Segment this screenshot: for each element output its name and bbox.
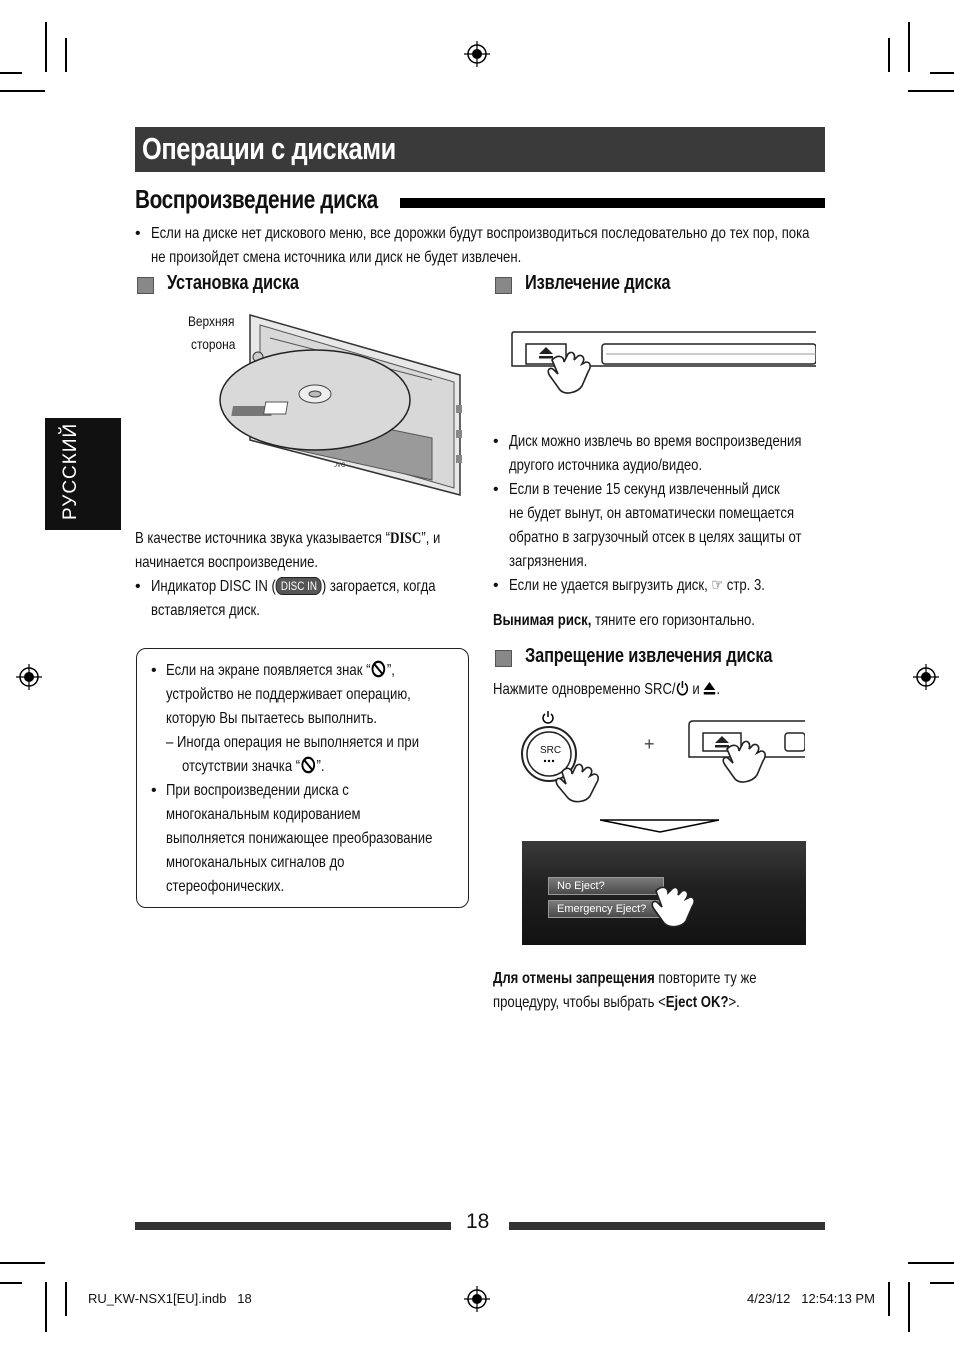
down-arrow-icon (600, 819, 720, 833)
note-line: стереофонических. (166, 878, 285, 895)
intro-line: не произойдет смена источника или диск не будет извлечен. (151, 249, 522, 266)
bullet-dot: • (493, 481, 499, 498)
crop-mark (0, 90, 45, 92)
crop-mark (0, 1282, 22, 1284)
bullet-dot: • (151, 782, 157, 799)
emergency-eject-button[interactable]: Emergency Eject? (548, 900, 664, 918)
prohibited-icon (300, 756, 316, 774)
bullet-dot: • (493, 577, 499, 594)
footer-timestamp: 4/23/12 12:54:13 PM (747, 1291, 875, 1306)
insert-heading: Установка диска (167, 272, 299, 294)
section-title: Воспроизведение диска (135, 184, 378, 214)
eject-note: не будет вынут, он автоматически помещается (509, 505, 795, 522)
cancel-prohibit-text: процедуру, чтобы выбрать <Eject OK?>. (493, 994, 740, 1011)
language-tab-label: РУССКИЙ (60, 422, 81, 520)
eject-button-illustration (510, 330, 816, 400)
crop-mark (908, 90, 954, 92)
crop-mark (908, 1262, 954, 1264)
no-eject-button[interactable]: No Eject? (548, 877, 664, 895)
registration-mark-icon (464, 41, 490, 67)
heading-square-icon (495, 650, 512, 667)
bullet-dot: • (151, 662, 157, 679)
disc-in-indicator-text: вставляется диск. (151, 602, 260, 619)
note-line: устройство не поддерживает операцию, (166, 686, 411, 703)
page-ref-icon: ☞ (711, 577, 724, 594)
plus-sign: + (644, 734, 655, 754)
eject-note: обратно в загрузочный отсек в целях защиты от (509, 529, 802, 546)
insert-desc: В качестве источника звука указывается “DISC”, и (135, 530, 441, 547)
registration-mark-icon (913, 664, 939, 690)
brand-logo: JVC (334, 463, 346, 469)
src-label: SRC (540, 745, 562, 756)
src-button-illustration (518, 708, 608, 803)
note-line: которую Вы пытаетесь выполнить. (166, 710, 378, 727)
prohibited-icon (370, 660, 386, 678)
bullet-dot: • (135, 225, 141, 242)
prohibit-instruction: Нажмите одновременно SRC/ и . (493, 681, 721, 698)
language-tab (45, 418, 121, 530)
crop-mark (888, 1282, 890, 1316)
crop-mark (45, 22, 47, 72)
note-line: При воспроизведении диска с (166, 782, 349, 799)
power-icon (676, 680, 689, 696)
page-number-bar (509, 1222, 825, 1230)
note-line: – Иногда операция не выполняется и при (166, 734, 420, 751)
eject-button-illustration (687, 719, 805, 795)
eject-tip: Вынимая риск, тяните его горизонтально. (493, 612, 755, 629)
disc-side-label: Верхняя (188, 313, 235, 329)
note-line: Если на экране появляется знак “ ”, (166, 662, 395, 679)
disc-in-indicator-text: Индикатор DISC IN ( DISC IN ) загорается, когда (151, 578, 436, 595)
crop-mark (65, 1282, 67, 1316)
hand-pointer-icon (644, 885, 704, 945)
crop-mark (908, 1282, 910, 1332)
note-line: многоканальных сигналов до (166, 854, 345, 871)
eject-screen (522, 841, 806, 945)
page-number-bar (135, 1222, 451, 1230)
bullet-dot: • (493, 433, 499, 450)
crop-mark (930, 1282, 954, 1284)
footer-file-info: RU_KW-NSX1[EU].indb 18 (88, 1291, 252, 1306)
bullet-dot: • (135, 578, 141, 595)
cancel-prohibit-text: Для отмены запрещения повторите ту же (493, 970, 757, 987)
disc-in-badge: DISC IN (276, 577, 322, 595)
crop-mark (45, 1282, 47, 1332)
prohibit-heading: Запрещение извлечения диска (525, 645, 773, 667)
crop-mark (908, 22, 910, 72)
eject-note: Диск можно извлечь во время воспроизведения (509, 433, 802, 450)
crop-mark (0, 1262, 45, 1264)
eject-note: Если в течение 15 секунд извлеченный диск (509, 481, 780, 498)
insert-desc: начинается воспроизведение. (135, 554, 319, 571)
disc-side-label: сторона (191, 336, 236, 352)
page-number: 18 (466, 1210, 490, 1233)
page-title: Операции с дисками (142, 131, 396, 166)
section-title-bar (400, 198, 825, 208)
eject-note: другого источника аудио/видео. (509, 457, 703, 474)
crop-mark (930, 72, 954, 74)
disc-insert-illustration (210, 310, 465, 500)
note-line: отсутствии значка “ ”. (182, 758, 325, 775)
crop-mark (888, 38, 890, 72)
note-line: многоканальным кодированием (166, 806, 361, 823)
eject-note: загрязнения. (509, 553, 588, 570)
eject-icon (703, 680, 716, 696)
registration-mark-icon (464, 1286, 490, 1312)
heading-square-icon (495, 277, 512, 294)
intro-line: Если на диске нет дискового меню, все дорожки будут воспроизводиться последовательно до тех пор, пока (151, 225, 810, 242)
heading-square-icon (137, 277, 154, 294)
note-line: выполняется понижающее преобразование (166, 830, 433, 847)
crop-mark (0, 72, 22, 74)
crop-mark (65, 38, 67, 72)
registration-mark-icon (16, 664, 42, 690)
eject-note: Если не удается выгрузить диск, ☞ стр. 3. (509, 577, 765, 594)
eject-heading: Извлечение диска (525, 272, 671, 294)
